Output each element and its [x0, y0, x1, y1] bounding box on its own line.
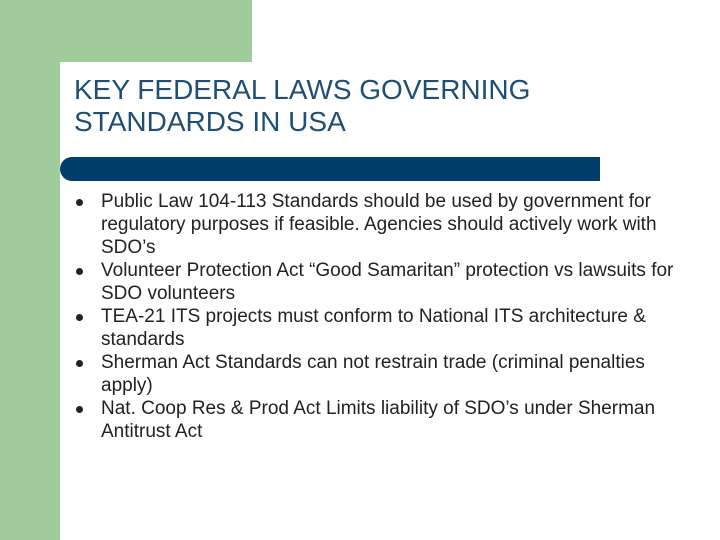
bullet-text: Volunteer Protection Act “Good Samaritan” protection vs lawsuits for SDO volunteers: [101, 260, 674, 304]
bullet-icon: [76, 360, 83, 367]
slide-title: KEY FEDERAL LAWS GOVERNING STANDARDS IN USA: [74, 74, 531, 137]
bullet-text: Nat. Coop Res & Prod Act Limits liability of SDO’s under Sherman Antitrust Act: [101, 398, 656, 442]
list-item: [76, 397, 676, 443]
title-divider-bar: [60, 157, 600, 181]
bullet-text: Public Law 104-113 Standards should be used by government for regulatory purposes if feasible. Agencies should actively work with SDO’s: [101, 191, 657, 258]
left-accent-bar: [0, 0, 60, 540]
list-item: [76, 305, 676, 351]
bullet-list: [76, 190, 676, 443]
list-item: [76, 351, 676, 397]
bullet-text: Sherman Act Standards can not restrain trade (criminal penalties apply): [101, 352, 645, 396]
list-item: [76, 190, 676, 259]
bullet-icon: [76, 199, 83, 206]
bullet-icon: [76, 406, 83, 413]
top-accent-block: [0, 0, 252, 62]
bullet-icon: [76, 314, 83, 321]
bullet-text: TEA-21 ITS projects must conform to National ITS architecture & standards: [101, 306, 646, 350]
list-item: [76, 259, 676, 305]
bullet-icon: [76, 268, 83, 275]
